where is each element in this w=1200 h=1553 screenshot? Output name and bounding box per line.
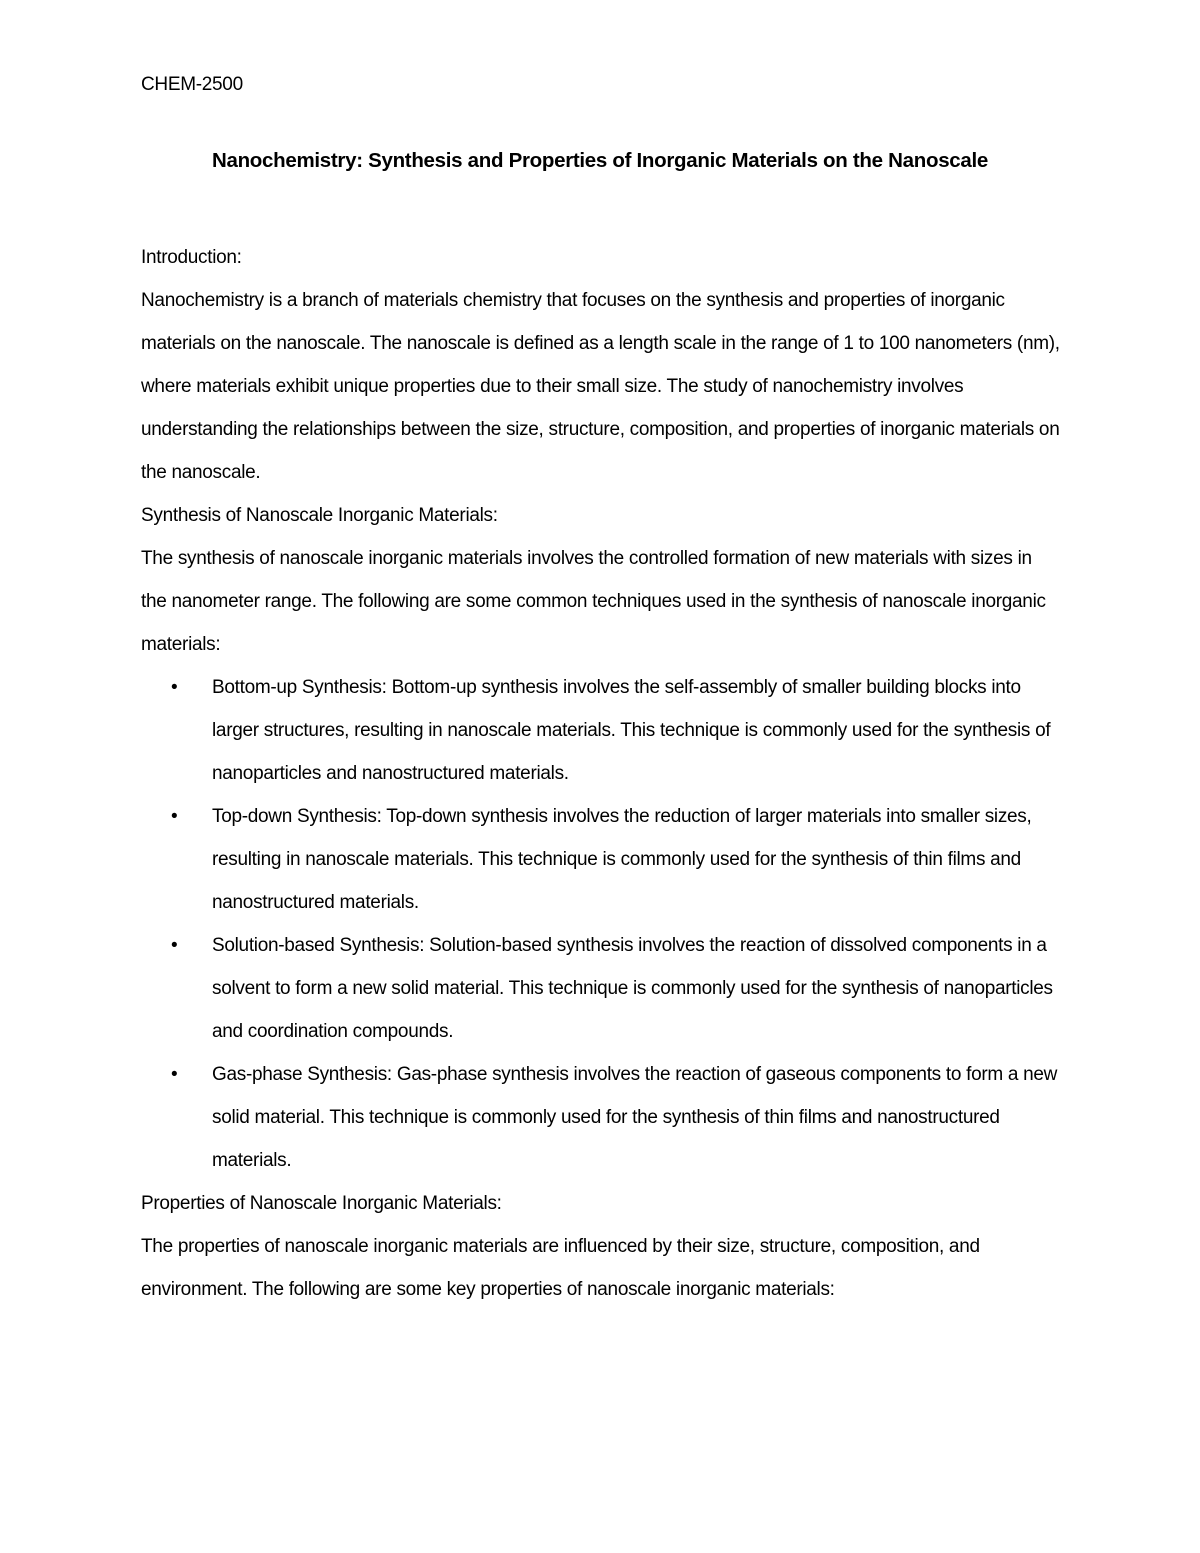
- technique-text: Bottom-up Synthesis: Bottom-up synthesis involves the self-assembly of smaller building blocks into larger structures, resulting in nanoscale materials. This technique is commonly used for the synthesis of nanoparticles and nanostructured materials.: [212, 677, 1051, 784]
- properties-heading: Properties of Nanoscale Inorganic Materials:: [141, 1193, 502, 1214]
- technique-text: Gas-phase Synthesis: Gas-phase synthesis involves the reaction of gaseous components to form a new solid material. This technique is commonly used for the synthesis of thin films and nanostructured materials.: [212, 1064, 1058, 1171]
- bullet-icon: •: [171, 677, 178, 698]
- bullet-icon: •: [171, 806, 178, 827]
- list-item: [141, 1053, 1061, 1182]
- course-code-header: CHEM-2500: [141, 74, 243, 95]
- list-item: [141, 666, 1061, 795]
- synthesis-techniques-list: [141, 666, 1061, 1182]
- technique-text: Top-down Synthesis: Top-down synthesis involves the reduction of larger materials into smaller sizes, resulting in nanoscale materials. This technique is commonly used for the synthesis of thin films and nanostructured materials.: [212, 806, 1032, 913]
- properties-paragraph: The properties of nanoscale inorganic materials are influenced by their size, structure, composition, and environment. The following are some key properties of nanoscale inorganic materials:: [141, 1236, 980, 1300]
- document-body: [141, 236, 1061, 1311]
- synthesis-heading: Synthesis of Nanoscale Inorganic Materials:: [141, 505, 498, 526]
- bullet-icon: •: [171, 935, 178, 956]
- introduction-paragraph: Nanochemistry is a branch of materials chemistry that focuses on the synthesis and properties of inorganic materials on the nanoscale. The nanoscale is defined as a length scale in the range of 1 to 100 nanometers (nm), where materials exhibit unique properties due to their small size. The study of nanochemistry involves understanding the relationships between the size, structure, composition, and properties of inorganic materials on the nanoscale.: [141, 290, 1060, 483]
- list-item: [141, 795, 1061, 924]
- synthesis-paragraph: The synthesis of nanoscale inorganic materials involves the controlled formation of new materials with sizes in the nanometer range. The following are some common techniques used in the synthesis of nanoscale inorganic materials:: [141, 548, 1046, 655]
- list-item: [141, 924, 1061, 1053]
- document-title: Nanochemistry: Synthesis and Properties of Inorganic Materials on the Nanoscale: [211, 149, 988, 172]
- introduction-heading: Introduction:: [141, 247, 242, 268]
- bullet-icon: •: [171, 1064, 178, 1085]
- technique-text: Solution-based Synthesis: Solution-based synthesis involves the reaction of dissolved components in a solvent to form a new solid material. This technique is commonly used for the synthesis of nanoparticles and coordination compounds.: [212, 935, 1053, 1042]
